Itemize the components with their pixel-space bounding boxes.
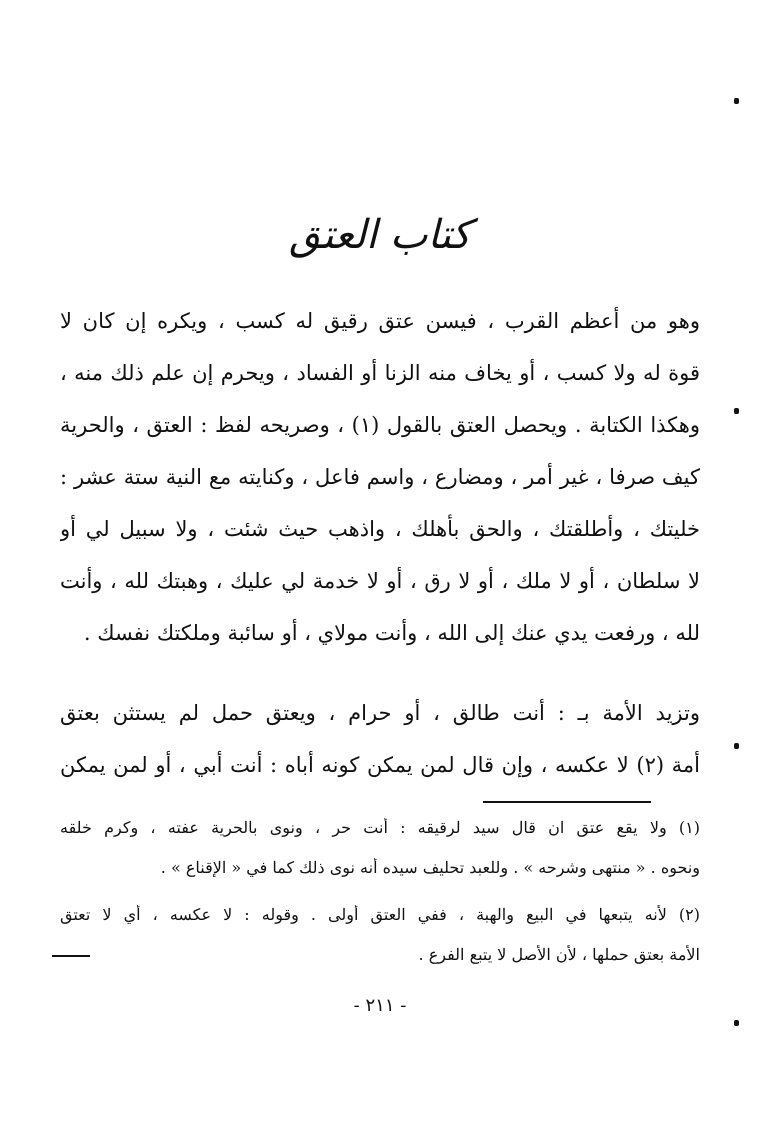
footnote-2-line-1: (٢) لأنه يتبعها في البيع والهبة ، ففي العتق أولى . وقوله : لا عكسه ، أي لا تعتق [60,905,700,924]
paragraph-1 [60,296,700,660]
text-line: وهكذا الكتابة . ويحصل العتق بالقول (١) ، وصريحه لفظ : العتق ، والحرية [60,413,700,437]
page-number: - ٢١١ - [353,995,407,1016]
text-line: قوة له ولا كسب ، أو يخاف منه الزنا أو الفساد ، ويحرم إن علم ذلك منه ، [60,361,700,385]
footnote-1-line-1: (١) ولا يقع عتق ان قال سيد لرقيقه : أنت حر ، ونوى بالحرية عفته ، وكرم خلقه [60,818,700,837]
text-line: وهو من أعظم القرب ، فيسن عتق رقيق له كسب ، ويكره إن كان لا [60,309,700,333]
margin-dash [52,955,90,957]
margin-mark [734,408,739,414]
margin-mark [734,743,739,749]
text-line: أمة (٢) لا عكسه ، وإن قال لمن يمكن كونه أباه : أنت أبي ، أو لمن يمكن [60,753,700,777]
margin-mark [734,1020,739,1026]
footnote-1-line-2: ونحوه . « منتهى وشرحه » . وللعبد تحليف سيده أنه نوى ذلك كما في « الإقناع » . [160,858,700,877]
text-line: خليتك ، وأطلقتك ، والحق بأهلك ، واذهب حيث شئت ، ولا سبيل لي أو [60,517,700,541]
footnote-2-line-2: الأمة بعتق حملها ، لأن الأصل لا يتبع الفرع . [418,945,700,964]
text-line: وتزيد الأمة بـ : أنت طالق ، أو حرام ، ويعتق حمل لم يستثن بعتق [60,701,700,725]
text-line: لا سلطان ، أو لا ملك ، أو لا رق ، أو لا خدمة لي عليك ، وهبتك لله ، وأنت [60,569,700,593]
margin-mark [734,98,739,104]
chapter-title: كتاب العتق [289,212,471,258]
footnote-separator [483,801,651,803]
paragraph-2 [60,688,700,792]
text-line: لله ، ورفعت يدي عنك إلى الله ، وأنت مولاي ، أو سائبة وملكتك نفسك . [83,621,700,645]
text-line: كيف صرفا ، غير أمر ، ومضارع ، واسم فاعل ، وكنايته مع النية ستة عشر : [60,465,700,489]
